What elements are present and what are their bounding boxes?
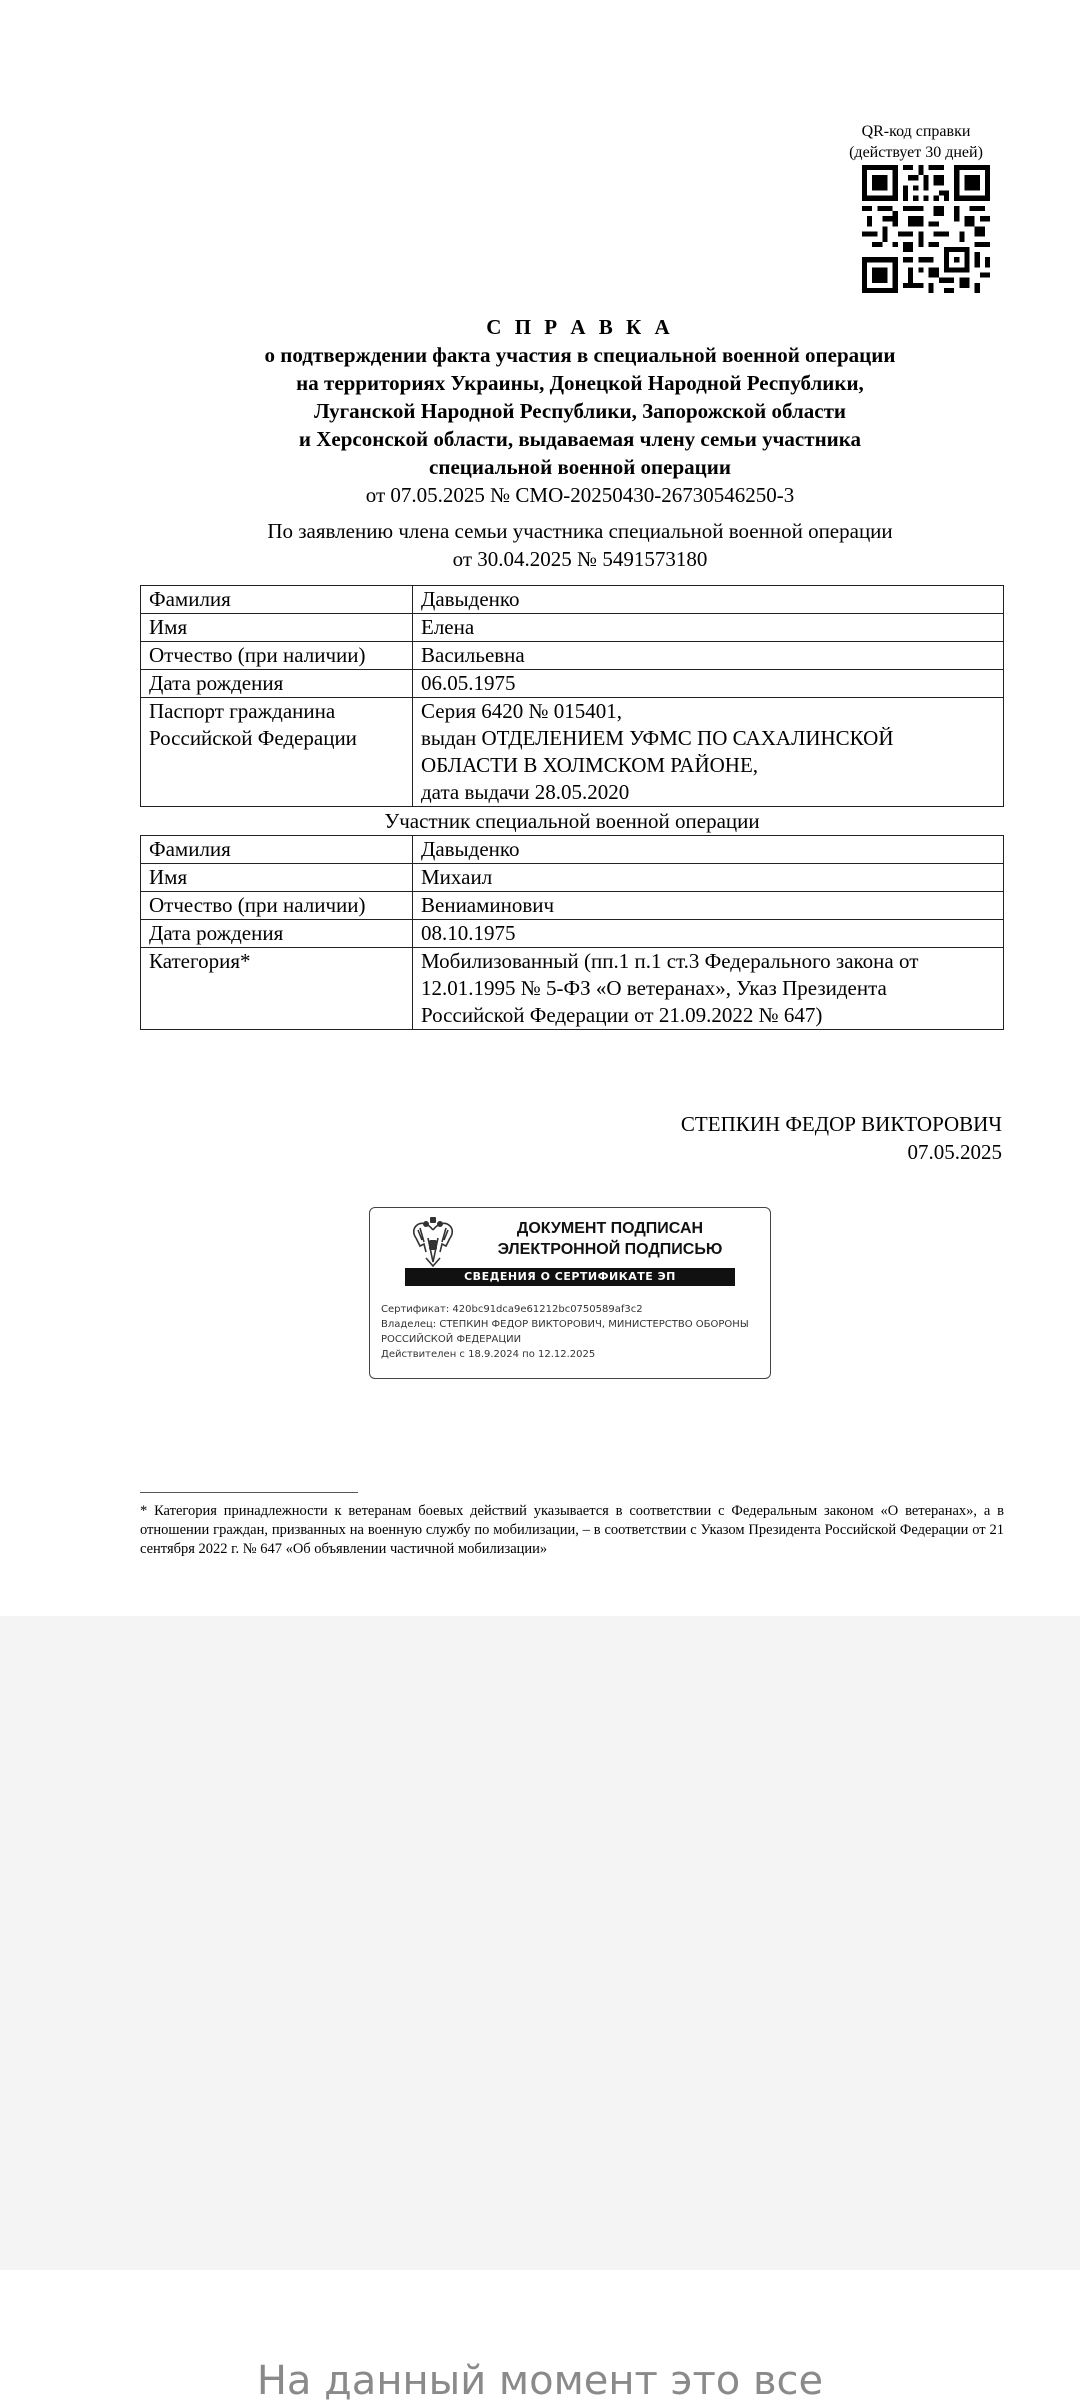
participant-category-label: Категория* xyxy=(141,948,413,1030)
signature-date: 07.05.2025 xyxy=(907,1140,1002,1164)
passport-series: Серия 6420 № 015401, xyxy=(421,699,623,723)
footnote: * Категория принадлежности к ветеранам боевых действий указывается в соответствии с Федеральным законом «О ветеранах», а в отношении граждан, призванных на военную службу по мобилизации, – в соответствии с Указом Президента Российской Федерации от 21 сентября 2022 г. № 647 «Об объявлении частичной мобилизации» xyxy=(140,1503,1004,1557)
request-line-1: По заявлению члена семьи участника специальной военной операции xyxy=(267,519,893,543)
participant-category xyxy=(413,948,1004,1030)
participant-surname-label: Фамилия xyxy=(141,836,413,864)
participant-dob-label: Дата рождения xyxy=(141,920,413,948)
applicant-patronymic-label: Отчество (при наличии) xyxy=(141,642,413,670)
participant-table xyxy=(140,835,1004,1030)
passport-issuer-line-2: ОБЛАСТИ В ХОЛМСКОМ РАЙОНЕ, xyxy=(421,753,759,777)
participant-name: Михаил xyxy=(413,864,1004,892)
applicant-passport-label xyxy=(141,698,413,807)
applicant-dob: 06.05.1975 xyxy=(413,670,1004,698)
applicant-table xyxy=(140,585,1004,807)
table-row xyxy=(141,892,1004,920)
stamp-details xyxy=(381,1302,761,1362)
applicant-name: Елена xyxy=(413,614,1004,642)
applicant-dob-label: Дата рождения xyxy=(141,670,413,698)
passport-label-line-2: Российской Федерации xyxy=(149,726,357,750)
table-row xyxy=(141,836,1004,864)
participant-patronymic-label: Отчество (при наличии) xyxy=(141,892,413,920)
title-line-3: Луганской Народной Республики, Запорожской области xyxy=(314,399,846,423)
table-row xyxy=(141,920,1004,948)
passport-issuer-line-1: выдан ОТДЕЛЕНИЕМ УФМС ПО САХАЛИНСКОЙ xyxy=(421,726,894,750)
double-headed-eagle-emblem-icon xyxy=(410,1216,456,1268)
table-row xyxy=(141,864,1004,892)
footnote-divider xyxy=(140,1492,358,1493)
request-info xyxy=(140,517,1020,573)
table-row xyxy=(141,586,1004,614)
qr-caption-line1: QR-код справки xyxy=(861,123,971,140)
title-line-2: на территориях Украины, Донецкой Народной Республики, xyxy=(296,371,864,395)
table-row xyxy=(141,670,1004,698)
participant-name-label: Имя xyxy=(141,864,413,892)
stamp-certificate-bar: СВЕДЕНИЯ О СЕРТИФИКАТЕ ЭП xyxy=(405,1268,735,1286)
applicant-patronymic: Васильевна xyxy=(413,642,1004,670)
qr-caption-line2: (действует 30 дней) xyxy=(849,144,983,161)
end-of-content-message: На данный момент это все xyxy=(256,2358,824,2404)
applicant-passport xyxy=(413,698,1004,807)
viewer-background xyxy=(0,1616,1080,2270)
table-row xyxy=(141,614,1004,642)
signer-block xyxy=(681,1110,1002,1166)
qr-caption xyxy=(836,121,996,163)
stamp-owner-line-1: Владелец: СТЕПКИН ФЕДОР ВИКТОРОВИЧ, МИНИСТЕРСТВО ОБОРОНЫ xyxy=(381,1319,749,1330)
applicant-name-label: Имя xyxy=(141,614,413,642)
document-title: С П Р А В К А xyxy=(486,315,674,339)
stamp-title-line-2: ЭЛЕКТРОННОЙ ПОДПИСЬЮ xyxy=(497,1241,723,1258)
signer-name: СТЕПКИН ФЕДОР ВИКТОРОВИЧ xyxy=(680,1112,1002,1136)
title-line-4: и Херсонской области, выдаваемая члену семьи участника xyxy=(298,427,862,451)
applicant-surname-label: Фамилия xyxy=(141,586,413,614)
document-title-block xyxy=(140,313,1020,509)
electronic-signature-stamp xyxy=(369,1207,771,1379)
stamp-owner-line-2: РОССИЙСКОЙ ФЕДЕРАЦИИ xyxy=(381,1334,522,1345)
table-row xyxy=(141,948,1004,1030)
passport-label-line-1: Паспорт гражданина xyxy=(149,699,336,723)
qr-code[interactable] xyxy=(862,165,990,293)
participant-dob: 08.10.1975 xyxy=(413,920,1004,948)
category-line-1: Мобилизованный (пп.1 п.1 ст.3 Федерального закона от xyxy=(421,949,919,973)
participant-section-title: Участник специальной военной операции xyxy=(384,809,760,833)
category-line-2: 12.01.1995 № 5-ФЗ «О ветеранах», Указ Президента xyxy=(421,976,887,1000)
document-number: от 07.05.2025 № СМО-20250430-26730546250-3 xyxy=(365,483,795,507)
stamp-title-line-1: ДОКУМЕНТ ПОДПИСАН xyxy=(516,1220,704,1237)
stamp-validity: Действителен с 18.9.2024 по 12.12.2025 xyxy=(381,1349,596,1360)
title-line-5: специальной военной операции xyxy=(429,455,731,479)
request-line-2: от 30.04.2025 № 5491573180 xyxy=(452,547,708,571)
applicant-surname: Давыденко xyxy=(413,586,1004,614)
stamp-certificate-number: Сертификат: 420bc91dca9e61212bc0750589af3c2 xyxy=(381,1304,643,1315)
participant-surname: Давыденко xyxy=(413,836,1004,864)
table-row xyxy=(141,698,1004,807)
passport-issue-date: дата выдачи 28.05.2020 xyxy=(421,780,630,804)
category-line-3: Российской Федерации от 21.09.2022 № 647) xyxy=(421,1003,823,1027)
title-line-1: о подтверждении факта участия в специальной военной операции xyxy=(264,343,896,367)
stamp-title xyxy=(470,1218,750,1260)
participant-patronymic: Вениаминович xyxy=(413,892,1004,920)
table-row xyxy=(141,642,1004,670)
